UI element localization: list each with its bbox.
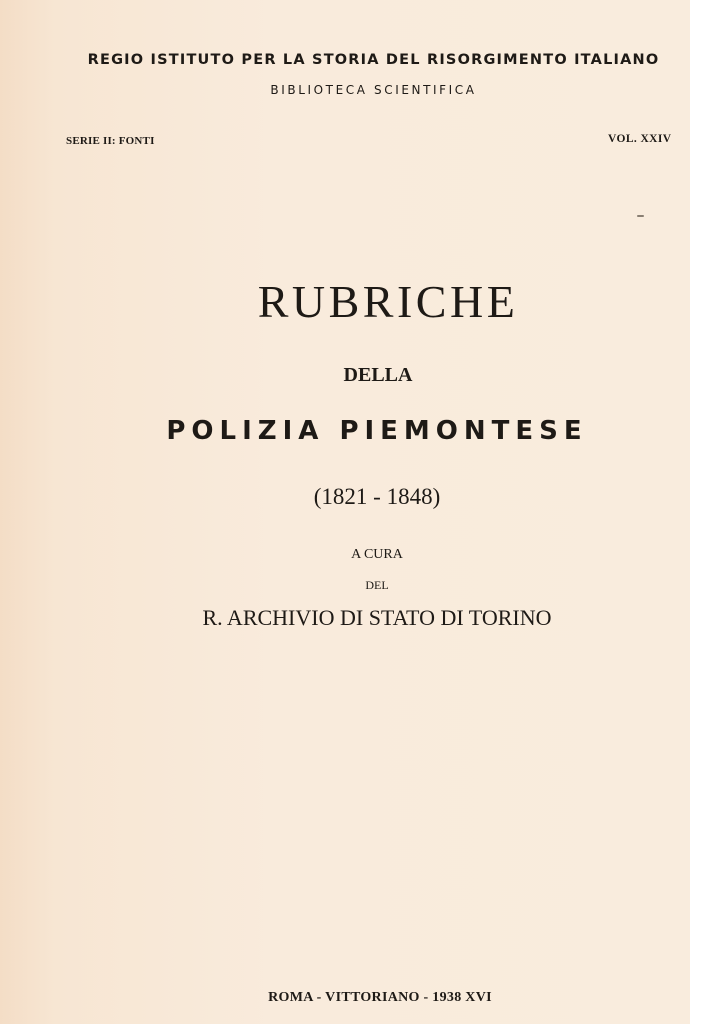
edited-by-connector: DEL bbox=[365, 578, 389, 592]
edited-by-label: A CURA bbox=[351, 547, 403, 562]
series-label: SERIE II: FONTI bbox=[66, 135, 155, 147]
title-connector: DELLA bbox=[343, 364, 413, 386]
date-range: (1821 - 1848) bbox=[313, 484, 441, 509]
paper-speck bbox=[637, 215, 644, 217]
book-subtitle: POLIZIA PIEMONTESE bbox=[166, 416, 588, 446]
publisher-imprint: ROMA - VITTORIANO - 1938 XVI bbox=[268, 990, 492, 1005]
editor-name: R. ARCHIVIO DI STATO DI TORINO bbox=[202, 605, 552, 630]
volume-label: VOL. XXIV bbox=[608, 133, 672, 145]
book-title: RUBRICHE bbox=[257, 276, 519, 327]
page-margin bbox=[690, 0, 711, 1024]
institute-heading: REGIO ISTITUTO PER LA STORIA DEL RISORGIMENTO ITALIANO bbox=[87, 52, 660, 68]
library-subheading: BIBLIOTECA SCIENTIFICA bbox=[270, 83, 477, 97]
